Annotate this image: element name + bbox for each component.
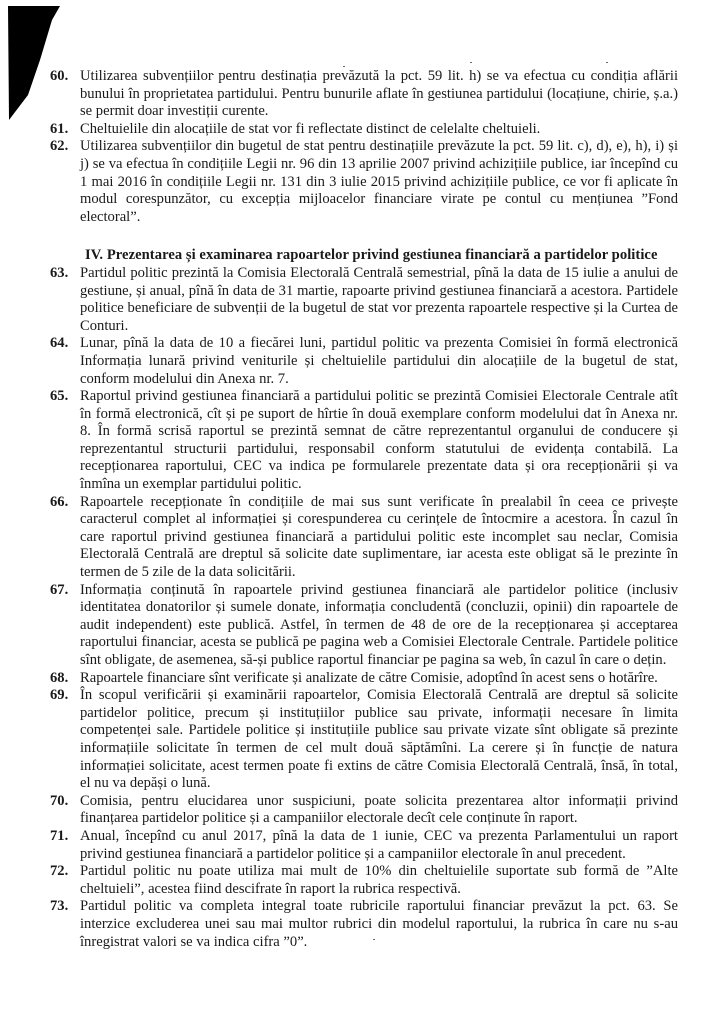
document-page xyxy=(50,68,678,951)
list-item-70 xyxy=(50,793,678,828)
items-before-heading xyxy=(50,68,678,226)
item-text: Anual, începînd cu anul 2017, pînă la data de 1 iunie, CEC va prezenta Parlamentului un raport privind gestiunea financiară a partidelor politice și a campaniilor electorale în anul precedent. xyxy=(80,827,678,862)
item-text: Partidul politic nu poate utiliza mai mult de 10% din cheltuielile suportate sub formă de ”Alte cheltuieli”, acestea fiind descifrate în raport la rubrica respectivă. xyxy=(80,863,678,897)
scan-speck xyxy=(343,66,345,67)
list-item-72 xyxy=(50,863,678,898)
item-text: Raportul privind gestiunea financiară a partidului politic se prezintă Comisiei Electorale Centrale atît în formă electronică, cît și pe suport de hîrtie în două exemplare conform modelului dat în Anexa nr. 8. În formă scrisă raportul se prezintă semnat de către reprezentantul organului de conducere și reprezentantul structurii partidului, responsabil conform statutului de evidența contabilă. La recepționarea raportului, CEC va indica pe formularele prezentate data și ora recepționării și va înmîna un exemplar partidului politic. xyxy=(80,388,678,493)
list-item-71 xyxy=(50,828,678,863)
item-text: Partidul politic prezintă la Comisia Electorală Centrală semestrial, pînă la data de 15 iulie a anului de gestiune, și anual, pînă în data de 31 martie, rapoarte privind gestiunea financiară a acestora. Partidele politice beneficiare de subvenții de la bugetul de stat vor prezenta rapoartele respective și la Curtea de Conturi. xyxy=(80,264,678,334)
list-item-60 xyxy=(50,68,678,121)
item-number: 69. xyxy=(50,687,69,704)
item-number: 67. xyxy=(50,581,69,598)
item-number: 68. xyxy=(50,669,69,686)
items-after-heading xyxy=(50,265,678,951)
list-item-65 xyxy=(50,388,678,494)
item-text: Rapoartele recepționate în condițiile de mai sus sunt verificate în prealabil în ceea ce privește caracterul complet al informației și corespunderea cu cerințele de întocmire a acestora. În cazul în care raportul privind gestiunea financiară a partidului politic este incomplet sau neclar, Comisia Electorală Centrală are dreptul să solicite date suplimentare, iar acesta este obligat să le prezinte în termen de 5 zile de la data solicitării. xyxy=(80,493,678,581)
item-text: Rapoartele financiare sînt verificate și analizate de către Comisie, adoptînd în acest sens o hotărîre. xyxy=(80,669,658,686)
item-number: 72. xyxy=(50,863,69,880)
item-number: 61. xyxy=(50,120,69,137)
list-item-73 xyxy=(50,898,678,951)
item-number: 60. xyxy=(50,68,69,84)
item-number: 66. xyxy=(50,493,69,510)
list-item-63 xyxy=(50,265,678,335)
item-number: 73. xyxy=(50,898,69,915)
list-item-67 xyxy=(50,582,678,670)
list-item-62 xyxy=(50,138,678,226)
item-text: În scopul verificării și examinării rapoartelor, Comisia Electorală Centrală are dreptul să solicite partidelor politice, precum și instituțiilor publice sau private, informații necesare în limita competenței sale. Partidele politice și instituțiile publice sau private vizate sînt obligate să prezinte informațiile solicitate în termen de cel mult două săptămîni. La cerere și în funcție de natura informației solicitate, acest termen poate fi extins de către Comisia Electorală Centrală, însă, în total, el nu va depăși o lună. xyxy=(80,687,678,792)
list-item-66 xyxy=(50,494,678,582)
list-item-61 xyxy=(50,121,678,139)
item-text: Cheltuielile din alocațiile de stat vor fi reflectate distinct de celelalte cheltuieli. xyxy=(80,120,541,137)
item-number: 70. xyxy=(50,792,69,809)
item-text: Lunar, pînă la data de 10 a fiecărei luni, partidul politic va prezenta Comisiei în formă electronică Informația lunară privind veniturile și cheltuielile partidului din alocațiile de la bugetul de stat, conform modelului din Anexa nr. 7. xyxy=(80,335,678,387)
scan-speck xyxy=(606,62,608,63)
item-number: 71. xyxy=(50,827,69,844)
item-number: 62. xyxy=(50,138,69,155)
item-text: Utilizarea subvențiilor pentru destinația prevăzută la pct. 59 lit. h) se va efectua cu condiția aflării bunului în proprietatea partidului. Pentru bunurile aflate în gestiunea partidului (locațiune, chirie, ș.a.) se permit doar investiții curente. xyxy=(80,68,678,120)
item-text: Partidul politic va completa integral toate rubricile raportului financiar prevăzut la pct. 63. Se interzice excluderea unei sau mai multor rubrici din modelul raportului, la rubrica în care nu s-au înregistrat valori se va indica cifra ”0”. xyxy=(80,898,678,950)
list-item-68 xyxy=(50,670,678,688)
section-heading: IV. Prezentarea și examinarea rapoartelor privind gestiunea financiară a partidelor politice xyxy=(85,247,658,264)
item-number: 63. xyxy=(50,264,69,281)
item-number: 64. xyxy=(50,335,69,352)
item-text: Comisia, pentru elucidarea unor suspiciuni, poate solicita prezentarea altor informații privind finanțarea partidelor politice și a campaniilor electorale decît cele conținute în raport. xyxy=(80,792,678,827)
list-item-69 xyxy=(50,687,678,793)
list-item-64 xyxy=(50,335,678,388)
item-text: Informația conținută în rapoartele privind gestiunea financiară ale partidelor politice (inclusiv identitatea donatorilor și sumele donate, informația concludentă (concluzii, opinii) din rapoartele de audit independent) este publică. Astfel, în termen de 48 de ore de la recepționarea și acceptarea raportului financiar, acesta se publică pe pagina web a Comisiei Electorale Centrale. Partidele politice sînt obligate, de asemenea, să-și publice raportul financiar pe pagina sa web, în cazul în care o dețin. xyxy=(80,581,678,668)
scan-speck xyxy=(470,62,472,63)
item-text: Utilizarea subvențiilor din bugetul de stat pentru destinațiile prevăzute la pct. 59 lit. c), d), e), h), i) și j) se va efectua în condițiile Legii nr. 96 din 13 aprilie 2007 privind achizițiile publice, iar începînd cu 1 mai 2016 în condițiile Legii nr. 131 din 3 iulie 2015 privind achizițiile publice, ce vor fi aplicate în modul corespunzător, cu excepția mijloacelor financiare virate pe contul cu mențiunea ”Fond electoral”. xyxy=(80,138,678,225)
item-number: 65. xyxy=(50,388,69,405)
